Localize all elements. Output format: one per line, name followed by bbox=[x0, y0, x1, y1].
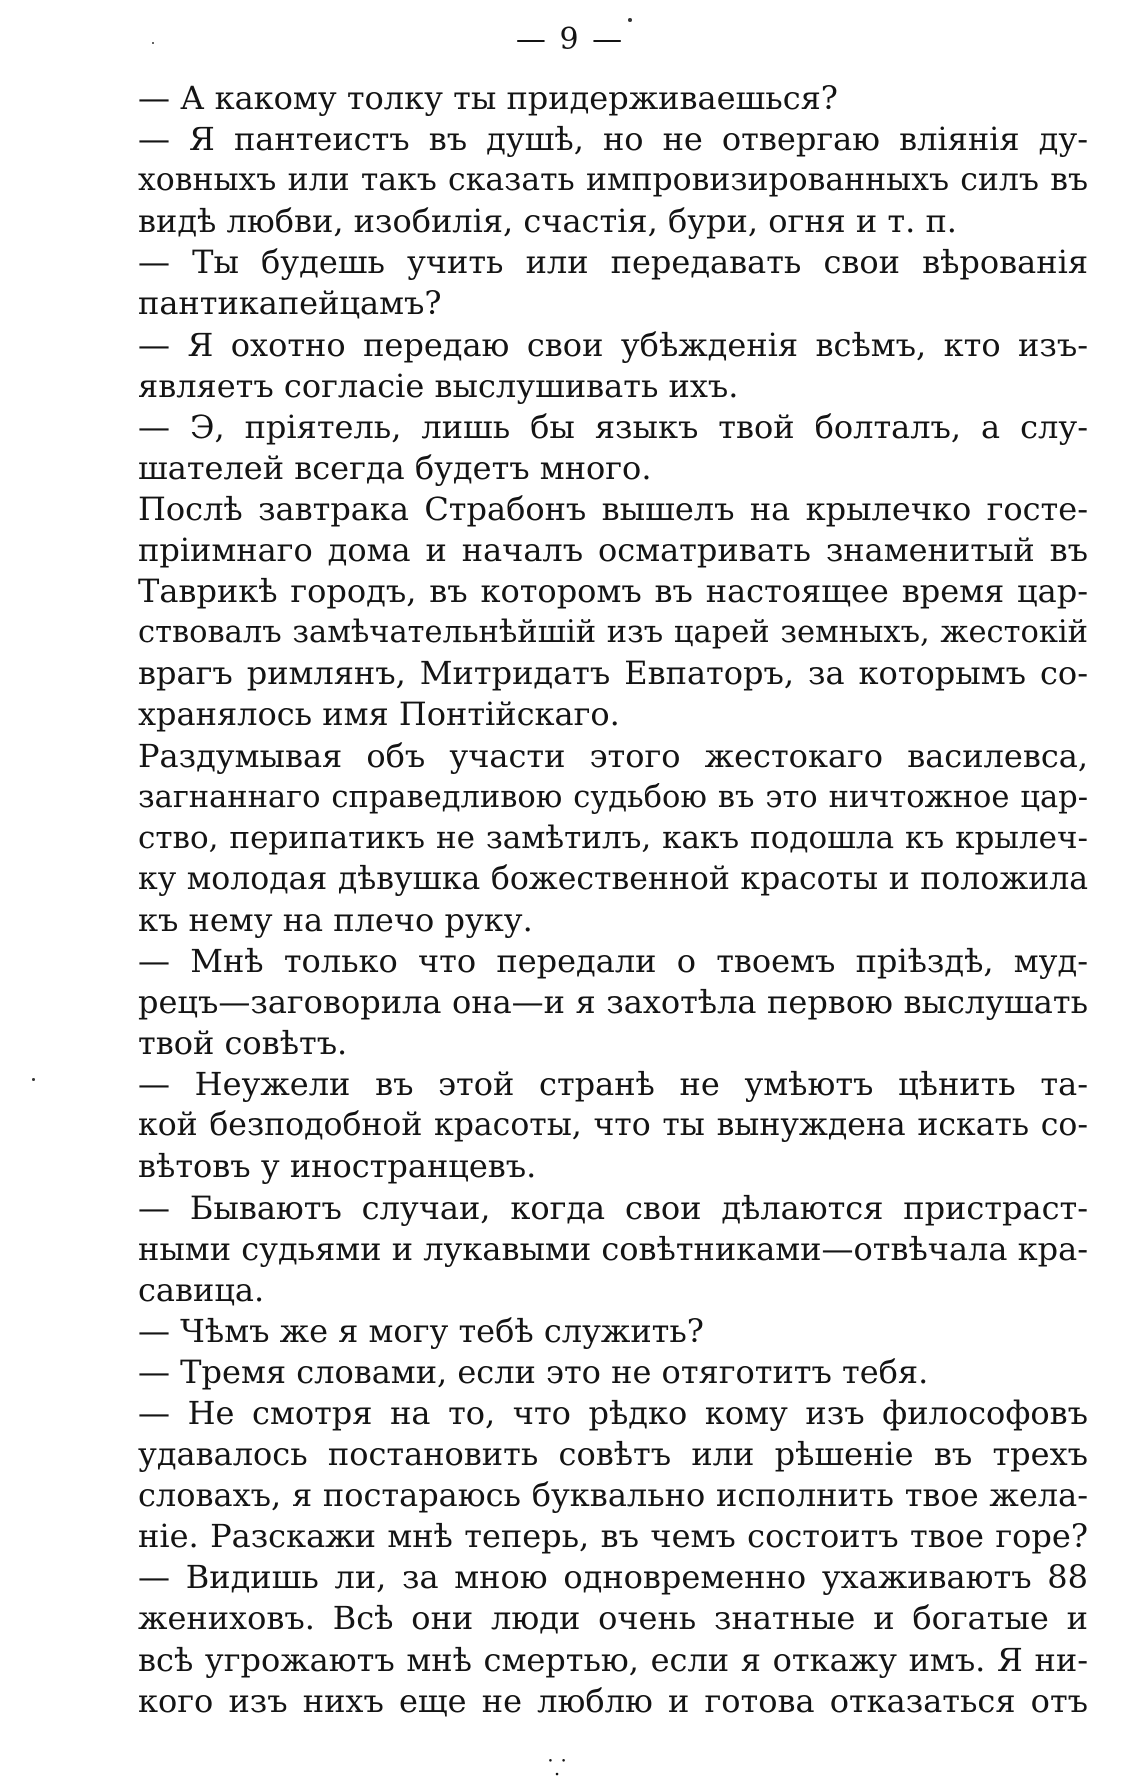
text-line: удавалось постановить совѣтъ или рѣшеніе въ трехъ bbox=[138, 1435, 1088, 1474]
text-line: шателей всегда будетъ много. bbox=[138, 448, 652, 487]
text-line: — Ты будешь учить или передавать свои вѣрованія bbox=[138, 243, 1088, 282]
text-line: — Чѣмъ же я могу тебѣ служить? bbox=[138, 1311, 704, 1350]
print-speck bbox=[152, 42, 154, 44]
text-line: кого изъ нихъ еще не люблю и готова отказаться отъ bbox=[138, 1681, 1088, 1720]
text-line: Таврикѣ городъ, въ которомъ въ настоящее время цар- bbox=[138, 572, 1088, 611]
text-line: жениховъ. Всѣ они люди очень знатные и богатые и bbox=[138, 1599, 1088, 1638]
text-line: — Видишь ли, за мною одновременно ухаживаютъ 88 bbox=[138, 1558, 1088, 1597]
text-line: — Неужели въ этой странѣ не умѣютъ цѣнить та- bbox=[138, 1065, 1088, 1104]
text-line: вѣтовъ у иностранцевъ. bbox=[138, 1147, 537, 1186]
text-line: — Мнѣ только что передали о твоемъ пріѣздѣ, муд- bbox=[138, 941, 1088, 980]
text-line: — Бываютъ случаи, когда свои дѣлаются пристраст- bbox=[138, 1188, 1088, 1227]
text-line: къ нему на плечо руку. bbox=[138, 900, 533, 939]
text-line: Раздумывая объ участи этого жестокаго василевса, bbox=[138, 736, 1088, 775]
text-line: кой безподобной красоты, что ты вынуждена искать со- bbox=[138, 1107, 1088, 1144]
page-number: — 9 — bbox=[515, 22, 625, 57]
text-line: ку молодая дѣвушка божественной красоты и положила bbox=[138, 860, 1088, 897]
text-line: — Я пантеистъ въ душѣ, но не отвергаю вліянія ду- bbox=[138, 120, 1088, 159]
print-speck bbox=[628, 18, 632, 22]
text-line: загнаннаго справедливою судьбою въ это ничтожное цар- bbox=[138, 779, 1088, 815]
text-line: — Не смотря на то, что рѣдко кому изъ философовъ bbox=[138, 1394, 1088, 1432]
text-line: твой совѣтъ. bbox=[138, 1024, 348, 1063]
text-line: ховныхъ или такъ сказать импровизированныхъ силъ въ bbox=[138, 162, 1088, 199]
text-line: являетъ согласіе выслушивать ихъ. bbox=[138, 366, 739, 405]
footer-mark: ⸪ bbox=[548, 1756, 568, 1781]
print-speck bbox=[32, 1078, 35, 1081]
text-line: — Я охотно передаю свои убѣжденія всѣмъ, кто изъ- bbox=[138, 325, 1088, 364]
text-line: ство, перипатикъ не замѣтилъ, какъ подошла къ крылеч- bbox=[138, 819, 1088, 856]
text-line: ніе. Разскажи мнѣ теперь, въ чемъ состоитъ твое горе? bbox=[138, 1517, 1088, 1556]
text-line: пріимнаго дома и началъ осматривать знаменитый въ bbox=[138, 531, 1088, 570]
text-line: — Э, пріятель, лишь бы языкъ твой болталъ, а слу- bbox=[138, 407, 1088, 446]
text-line: всѣ угрожаютъ мнѣ смертью, если я откажу имъ. Я ни- bbox=[138, 1640, 1088, 1679]
text-line: — А какому толку ты придерживаешься? bbox=[138, 79, 838, 117]
text-line: словахъ, я постараюсь буквально исполнить твое жела- bbox=[138, 1476, 1088, 1515]
text-line: савица. bbox=[138, 1270, 265, 1309]
text-line: ными судьями и лукавыми совѣтниками—отвѣчала кра- bbox=[138, 1229, 1088, 1268]
body-text bbox=[138, 78, 1088, 1722]
text-line: — Тремя словами, если это не отяготитъ тебя. bbox=[138, 1352, 929, 1391]
text-line: пантикапейцамъ? bbox=[138, 284, 442, 323]
text-line: ствовалъ замѣчательнѣйшій изъ царей земныхъ, жестокій bbox=[138, 615, 1088, 651]
text-line: врагъ римлянъ, Митридатъ Евпаторъ, за которымъ со- bbox=[138, 654, 1088, 693]
text-line: рецъ—заговорила она—и я захотѣла первою выслушать bbox=[138, 983, 1088, 1022]
text-line: видѣ любви, изобилія, счастія, бури, огня и т. п. bbox=[138, 202, 957, 241]
text-line: Послѣ завтрака Страбонъ вышелъ на крылечко госте- bbox=[138, 489, 1088, 528]
text-line: хранялось имя Понтійскаго. bbox=[138, 695, 620, 734]
